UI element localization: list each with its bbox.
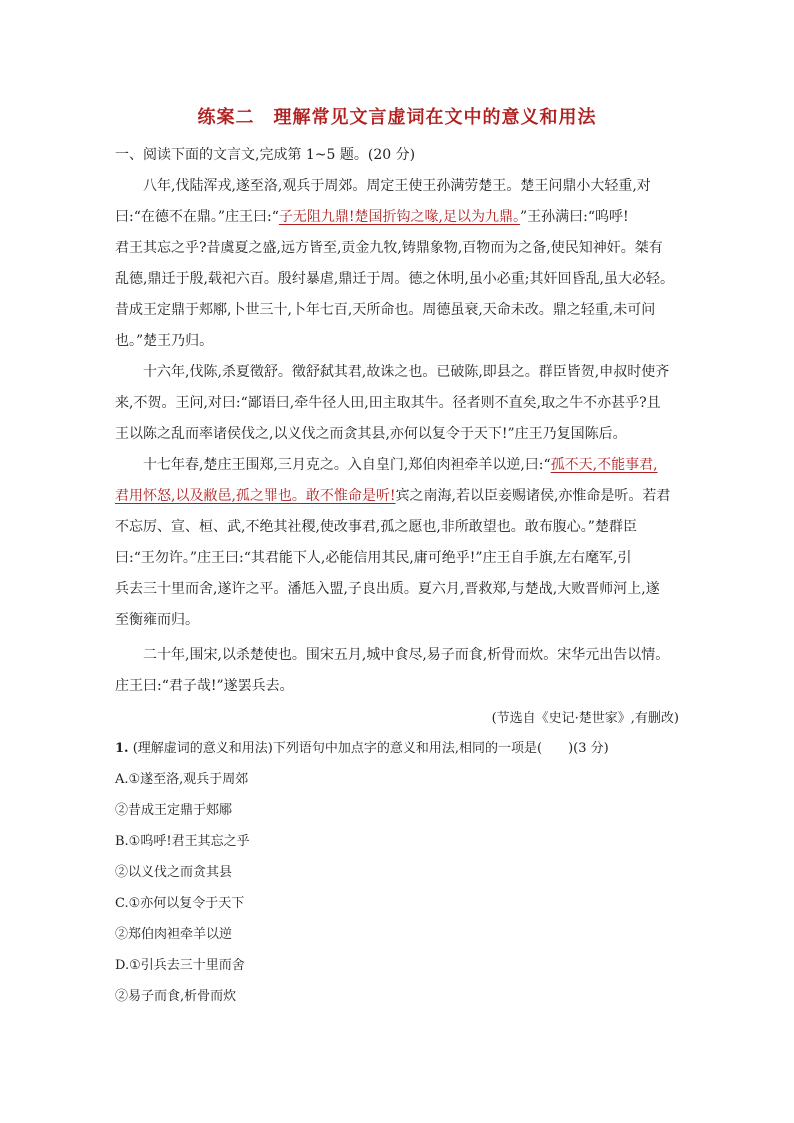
passage-line: 不忘厉、宣、桓、武,不绝其社稷,使改事君,孤之愿也,非所敢望也。敢布腹心。”楚群臣 xyxy=(115,519,637,535)
option-c-1: C.①亦何以复令于天下 xyxy=(115,896,245,911)
highlighted-sentence: 孤不天,不能事君, xyxy=(550,457,658,473)
passage-text: 曰:“在德不在鼎。”庄王曰:“ xyxy=(115,209,279,225)
passage-line: 十六年,伐陈,杀夏徵舒。徵舒弑其君,故诛之也。已破陈,即县之。群臣皆贺,申叔时使齐 xyxy=(143,364,670,380)
passage-line: 来,不贺。王问,对曰:“鄙语曰,牵牛径人田,田主取其牛。径者则不直矣,取之牛不亦甚乎?且 xyxy=(115,395,661,411)
option-b-1: B.①呜呼!君王其忘之乎 xyxy=(115,834,250,849)
option-a-2: ②昔成王定鼎于郏鄏 xyxy=(115,803,233,818)
highlighted-sentence: 君用怀怒,以及敝邑,孤之罪也。敢不惟命是听! xyxy=(115,488,396,504)
option-d-2: ②易子而食,析骨而炊 xyxy=(115,989,237,1004)
passage-text: 十七年春,楚庄王围郑,三月克之。入自皇门,郑伯肉袒牵羊以逆,曰:“ xyxy=(143,457,551,473)
passage-line xyxy=(115,486,670,506)
passage-line: 二十年,围宋,以杀楚使也。围宋五月,城中食尽,易子而食,析骨而炊。宋华元出告以情。 xyxy=(143,647,670,663)
source-citation: (节选自《史记·楚世家》,有删改) xyxy=(491,711,679,726)
option-b-2: ②以义伐之而贪其县 xyxy=(115,865,233,880)
passage-line: 君王其忘之乎?昔虞夏之盛,远方皆至,贡金九牧,铸鼎象物,百物而为之备,使民知神奸。桀有 xyxy=(115,240,663,256)
passage-text: ”王孙满曰:“呜呼! xyxy=(519,209,629,225)
section-heading: 一、阅读下面的文言文,完成第 1~5 题。(20 分) xyxy=(115,147,416,163)
passage-line: 昔成王定鼎于郏鄏,卜世三十,卜年七百,天所命也。周德虽衰,天命未改。鼎之轻重,未可问 xyxy=(115,302,656,318)
page-title: 练案二 理解常见文言虚词在文中的意义和用法 xyxy=(197,107,597,128)
passage-line xyxy=(115,207,629,227)
passage-line: 王以陈之乱而率诸侯伐之,以义伐之而贪其县,亦何以复令于天下!”庄王乃复国陈后。 xyxy=(115,426,627,442)
passage-text: 宾之南海,若以臣妾赐诸侯,亦惟命是听。若君 xyxy=(395,488,671,504)
option-a-1: A.①遂至洛,观兵于周郊 xyxy=(115,772,249,787)
question-text: (理解虚词的意义和用法)下列语句中加点字的意义和用法,相同的一项是( )(3 分) xyxy=(132,741,609,756)
question-number: 1. xyxy=(115,741,129,756)
passage-line: 至衡雍而归。 xyxy=(115,612,199,628)
passage-line: 八年,伐陆浑戎,遂至洛,观兵于周郊。周定王使王孙满劳楚王。楚王问鼎小大轻重,对 xyxy=(143,178,651,194)
passage-line xyxy=(143,455,658,475)
option-d-1: D.①引兵去三十里而舍 xyxy=(115,958,245,973)
option-c-2: ②郑伯肉袒牵羊以逆 xyxy=(115,927,233,942)
passage-line: 曰:“王勿许。”庄王曰:“其君能下人,必能信用其民,庸可绝乎!”庄王自手旗,左右麾军,引 xyxy=(115,550,632,566)
passage-line: 兵去三十里而舍,遂许之平。潘尪入盟,子良出质。夏六月,晋救郑,与楚战,大败晋师河上,遂 xyxy=(115,581,660,597)
question-stem xyxy=(115,739,609,759)
passage-line: 庄王曰:“君子哉!”遂罢兵去。 xyxy=(115,678,294,694)
passage-line: 也。”楚王乃归。 xyxy=(115,333,214,349)
passage-line: 乱德,鼎迁于殷,载祀六百。殷纣暴虐,鼎迁于周。德之休明,虽小必重;其奸回昏乱,虽大必轻。 xyxy=(115,271,674,287)
highlighted-sentence: 子无阻九鼎!楚国折钩之喙,足以为九鼎。 xyxy=(278,209,520,225)
